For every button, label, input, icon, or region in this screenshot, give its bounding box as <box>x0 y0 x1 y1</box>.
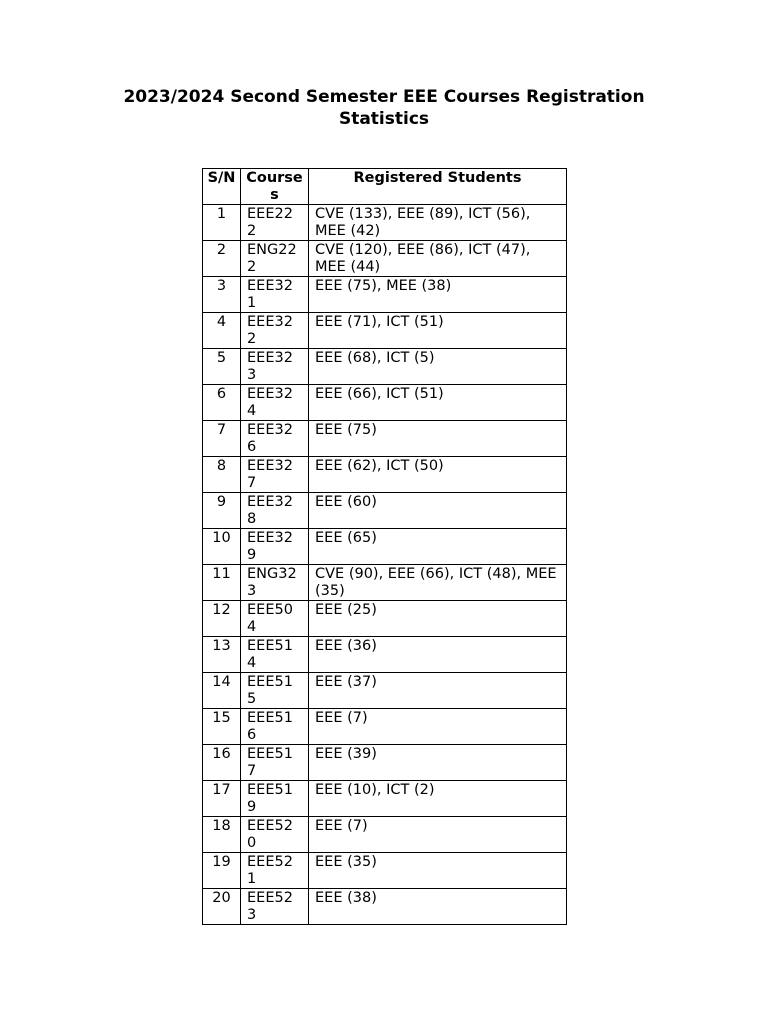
cell-course: EEE523 <box>241 889 309 925</box>
table-row <box>203 673 567 709</box>
cell-sn: 9 <box>203 493 241 529</box>
table-row <box>203 385 567 421</box>
table-row <box>203 781 567 817</box>
cell-registered-students: EEE (7) <box>309 709 567 745</box>
cell-sn: 12 <box>203 601 241 637</box>
cell-sn: 1 <box>203 205 241 241</box>
cell-registered-students: CVE (120), EEE (86), ICT (47), MEE (44) <box>309 241 567 277</box>
cell-sn: 4 <box>203 313 241 349</box>
cell-registered-students: CVE (90), EEE (66), ICT (48), MEE (35) <box>309 565 567 601</box>
cell-registered-students: EEE (75), MEE (38) <box>309 277 567 313</box>
cell-sn: 3 <box>203 277 241 313</box>
table-row <box>203 493 567 529</box>
cell-course: EEE519 <box>241 781 309 817</box>
cell-sn: 8 <box>203 457 241 493</box>
cell-course: EEE324 <box>241 385 309 421</box>
cell-sn: 14 <box>203 673 241 709</box>
table-row <box>203 277 567 313</box>
cell-sn: 13 <box>203 637 241 673</box>
table-row <box>203 205 567 241</box>
cell-sn: 19 <box>203 853 241 889</box>
cell-sn: 17 <box>203 781 241 817</box>
cell-course: EEE321 <box>241 277 309 313</box>
cell-course: EEE504 <box>241 601 309 637</box>
cell-course: EEE327 <box>241 457 309 493</box>
cell-sn: 10 <box>203 529 241 565</box>
cell-registered-students: EEE (7) <box>309 817 567 853</box>
table-row <box>203 565 567 601</box>
cell-sn: 16 <box>203 745 241 781</box>
cell-course: ENG222 <box>241 241 309 277</box>
table-row <box>203 421 567 457</box>
cell-registered-students: EEE (75) <box>309 421 567 457</box>
cell-sn: 6 <box>203 385 241 421</box>
cell-sn: 2 <box>203 241 241 277</box>
cell-registered-students: EEE (62), ICT (50) <box>309 457 567 493</box>
cell-course: EEE515 <box>241 673 309 709</box>
cell-course: EEE516 <box>241 709 309 745</box>
cell-course: EEE514 <box>241 637 309 673</box>
cell-course: ENG323 <box>241 565 309 601</box>
registration-table <box>202 168 567 925</box>
cell-sn: 20 <box>203 889 241 925</box>
table-row <box>203 709 567 745</box>
cell-course: EEE521 <box>241 853 309 889</box>
cell-registered-students: EEE (65) <box>309 529 567 565</box>
table-row <box>203 889 567 925</box>
cell-sn: 5 <box>203 349 241 385</box>
table-row <box>203 637 567 673</box>
table-row <box>203 457 567 493</box>
cell-sn: 11 <box>203 565 241 601</box>
header-registered-students: Registered Students <box>309 169 567 205</box>
cell-registered-students: EEE (38) <box>309 889 567 925</box>
cell-course: EEE517 <box>241 745 309 781</box>
table-row <box>203 529 567 565</box>
table-row <box>203 745 567 781</box>
table-header <box>203 169 567 205</box>
cell-registered-students: EEE (25) <box>309 601 567 637</box>
table-body <box>203 205 567 925</box>
table-row <box>203 241 567 277</box>
header-row <box>203 169 567 205</box>
cell-course: EEE322 <box>241 313 309 349</box>
table-row <box>203 853 567 889</box>
cell-registered-students: EEE (68), ICT (5) <box>309 349 567 385</box>
header-sn: S/N <box>203 169 241 205</box>
cell-registered-students: EEE (36) <box>309 637 567 673</box>
cell-course: EEE326 <box>241 421 309 457</box>
cell-sn: 15 <box>203 709 241 745</box>
cell-sn: 7 <box>203 421 241 457</box>
cell-course: EEE520 <box>241 817 309 853</box>
cell-registered-students: EEE (10), ICT (2) <box>309 781 567 817</box>
table-row <box>203 601 567 637</box>
cell-course: EEE222 <box>241 205 309 241</box>
cell-course: EEE329 <box>241 529 309 565</box>
cell-registered-students: EEE (66), ICT (51) <box>309 385 567 421</box>
cell-registered-students: EEE (37) <box>309 673 567 709</box>
table-row <box>203 817 567 853</box>
page-title: 2023/2024 Second Semester EEE Courses Registration Statistics <box>123 87 645 129</box>
cell-registered-students: CVE (133), EEE (89), ICT (56), MEE (42) <box>309 205 567 241</box>
cell-sn: 18 <box>203 817 241 853</box>
cell-registered-students: EEE (60) <box>309 493 567 529</box>
cell-registered-students: EEE (71), ICT (51) <box>309 313 567 349</box>
table-row <box>203 313 567 349</box>
header-courses: Courses <box>241 169 309 205</box>
cell-course: EEE328 <box>241 493 309 529</box>
table-row <box>203 349 567 385</box>
cell-course: EEE323 <box>241 349 309 385</box>
cell-registered-students: EEE (35) <box>309 853 567 889</box>
cell-registered-students: EEE (39) <box>309 745 567 781</box>
